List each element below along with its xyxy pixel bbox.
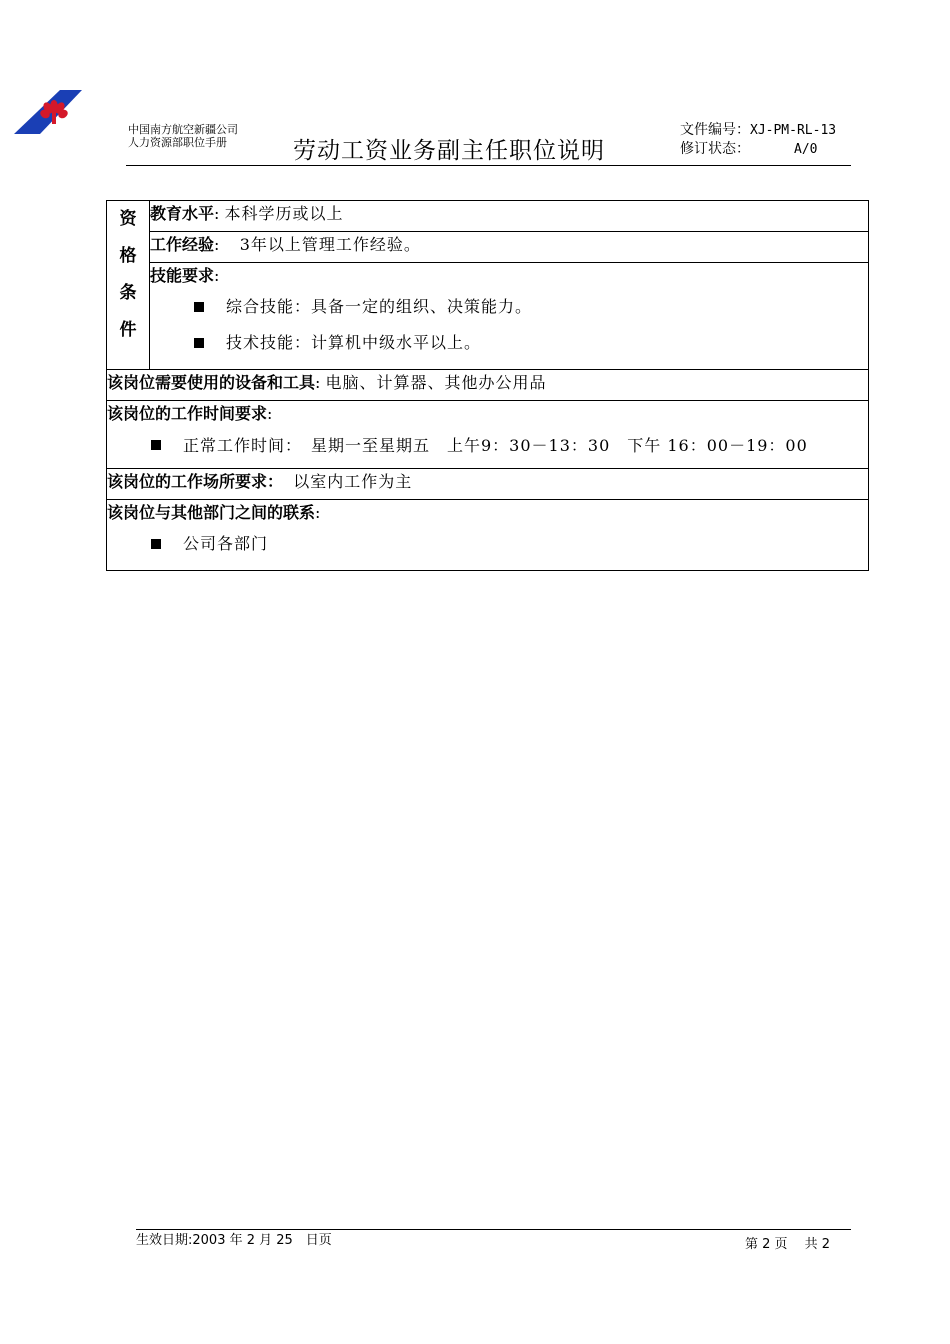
skills-row: 技能要求: 综合技能：具备一定的组织、决策能力。 技术技能：计算机中级水平以上。 — [150, 263, 869, 370]
bullet-square-icon — [194, 338, 204, 348]
header-rule — [126, 165, 851, 166]
effective-date: 生效日期:2003 年 2 月 25 日页 — [136, 1233, 332, 1248]
document-meta — [680, 121, 836, 159]
skill-text: 综合技能：具备一定的组织、决策能力。 — [226, 297, 533, 316]
heading-char: 件 — [119, 320, 137, 340]
list-item — [194, 289, 868, 325]
heading-char: 资 — [119, 209, 137, 229]
work-time-text: 正常工作时间： 星期一至星期五 上午9：30－13：30 下午 16：00－19：00 — [183, 436, 808, 455]
revision-value: A/0 — [794, 142, 818, 157]
page-number: 第 2 页 共 2 — [745, 1237, 831, 1252]
experience-row: 工作经验: 3年以上管理工作经验。 — [150, 232, 869, 263]
work-time-label: 该岗位的工作时间要求 — [107, 404, 268, 423]
experience-label: 工作经验 — [150, 235, 215, 254]
education-value: 本科学历或以上 — [224, 204, 344, 223]
relations-list — [107, 526, 868, 562]
skill-text: 技术技能：计算机中级水平以上。 — [226, 333, 482, 352]
doc-number-value: XJ-PM-RL-13 — [750, 123, 837, 138]
relation-text: 公司各部门 — [183, 534, 269, 553]
company-line-2: 人力资源部职位手册 — [128, 136, 227, 149]
revision-label: 修订状态： — [680, 141, 750, 157]
relations-label: 该岗位与其他部门之间的联系 — [107, 503, 316, 522]
doc-number-label: 文件编号： — [680, 122, 750, 138]
list-item — [194, 325, 868, 361]
list-item — [151, 427, 844, 464]
footer-rule — [136, 1229, 851, 1230]
education-label: 教育水平 — [150, 204, 215, 223]
education-row: 教育水平: 本科学历或以上 — [150, 201, 869, 232]
workplace-row — [107, 469, 869, 500]
work-time-list — [107, 427, 868, 464]
skills-list — [150, 289, 868, 361]
qualifications-heading — [107, 201, 150, 370]
bullet-square-icon — [194, 302, 204, 312]
job-description-table — [106, 200, 869, 571]
workplace-label: 该岗位的工作场所要求： — [107, 472, 284, 491]
heading-char: 格 — [119, 246, 137, 266]
document-title: 劳动工资业务副主任职位说明 — [293, 138, 605, 164]
company-name — [128, 123, 238, 149]
equipment-label: 该岗位需要使用的设备和工具 — [107, 373, 316, 392]
bullet-square-icon — [151, 440, 161, 450]
skills-label: 技能要求 — [150, 266, 215, 285]
experience-value: 3年以上管理工作经验。 — [239, 235, 421, 254]
company-line-1: 中国南方航空新疆公司 — [128, 123, 238, 136]
relations-row: 该岗位与其他部门之间的联系: 公司各部门 — [107, 500, 869, 571]
company-logo — [14, 88, 82, 136]
work-time-row: 该岗位的工作时间要求: 正常工作时间： 星期一至星期五 上午9：30－13：30 下午 16：00－19：00 — [107, 401, 869, 469]
bullet-square-icon — [151, 539, 161, 549]
list-item — [151, 526, 844, 562]
equipment-row: 该岗位需要使用的设备和工具: 电脑、计算器、其他办公用品 — [107, 370, 869, 401]
heading-char: 条 — [119, 283, 137, 303]
equipment-value: 电脑、计算器、其他办公用品 — [325, 373, 547, 392]
workplace-value: 以室内工作为主 — [293, 472, 413, 491]
